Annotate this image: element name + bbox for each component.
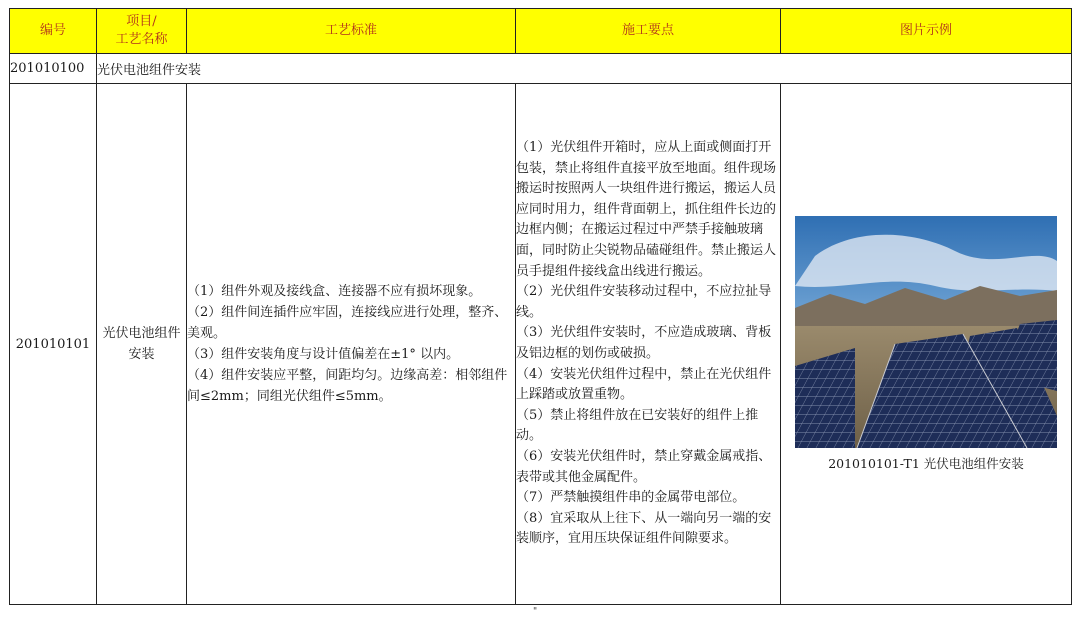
standard-item: （4）组件安装应平整，间距均匀。边缘高差：相邻组件间≤2mm；同组光伏组件≤5mm。	[187, 368, 508, 404]
header-item-name	[97, 9, 187, 54]
key-point-item: （1）光伏组件开箱时，应从上面或侧面打开包装，禁止将组件直接平放至地面。组件现场搬运时按照两人一块组件进行搬运，搬运人员应同时用力，组件背面朝上，抓住组件长边的边框内侧；在搬运过程过中严禁手接触玻璃面，同时防止尖锐物品磕碰组件。禁止搬运人员手提组件接线盒出线进行搬运。	[516, 140, 777, 279]
row-image-cell	[781, 84, 1072, 605]
process-standard-table	[9, 8, 1072, 605]
section-title: 光伏电池组件安装	[97, 54, 1072, 84]
row-code: 201010101	[10, 84, 97, 605]
header-item-name-label: 项目/ 工艺名称	[115, 14, 168, 47]
key-point-item: （5）禁止将组件放在已安装好的组件上推动。	[516, 407, 759, 444]
key-point-item: （3）光伏组件安装时，不应造成玻璃、背板及铝边框的划伤或破损。	[516, 325, 772, 361]
header-code: 编号	[10, 9, 97, 54]
key-point-item: （6）安装光伏组件时，禁止穿戴金属戒指、表带或其他金属配件。	[516, 448, 772, 485]
standard-item: （1）组件外观及接线盒、连接器不应有损坏现象。	[187, 284, 482, 299]
image-caption: 201010101-T1 光伏电池组件安装	[828, 456, 1024, 471]
solar-panel-photo	[795, 216, 1057, 448]
table-row	[10, 84, 1072, 605]
row-standards	[187, 84, 516, 605]
page-mark: "	[533, 607, 538, 617]
key-point-item: （8）宜采取从上往下、从一端向另一端的安装顺序，宜用压块保证组件间隙要求。	[516, 510, 772, 547]
header-construction-points: 施工要点	[516, 9, 781, 54]
row-name: 光伏电池组件安装	[97, 84, 187, 605]
key-point-item: （2）光伏组件安装移动过程中，不应拉扯导线。	[516, 284, 772, 320]
section-row	[10, 54, 1072, 84]
key-point-item: （7）严禁触摸组件串的金属带电部位。	[516, 490, 746, 506]
row-key-points	[516, 84, 781, 605]
header-row	[10, 9, 1072, 54]
section-code: 201010100	[10, 54, 97, 84]
standard-item: （2）组件间连插件应牢固，连接线应进行处理，整齐、美观。	[187, 305, 508, 341]
standard-item: （3）组件安装角度与设计值偏差在±1° 以内。	[187, 347, 460, 362]
header-process-standard: 工艺标准	[187, 9, 516, 54]
header-image-example: 图片示例	[781, 9, 1072, 54]
key-point-item: （4）安装光伏组件过程中，禁止在光伏组件上踩踏或放置重物。	[516, 366, 772, 403]
